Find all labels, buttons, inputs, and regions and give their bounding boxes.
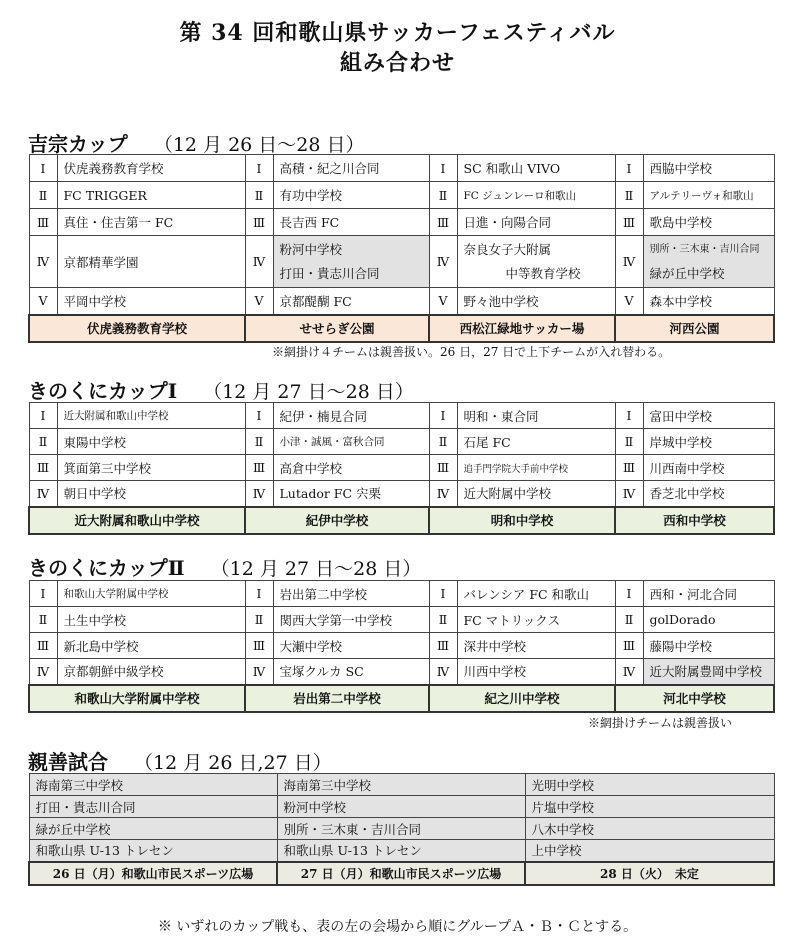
section-name: 吉宗カップ [28, 132, 128, 156]
footer-note: ※ いずれのカップ戦も、表の左の会場から順にグループＡ・Ｂ・Ｃとする。 [157, 919, 638, 935]
table-row: Ⅳ 京都精華学園 Ⅳ 粉河中学校 打田・貴志川合同 Ⅳ 奈良女子大附属 中等教育学校 Ⅳ 別所・三木東・吉川合同 緑が丘中学校 [29, 236, 774, 288]
venue-row: 26 日（月）和歌山市民スポーツ広場 27 日（月）和歌山市民スポーツ広場 28 日（火） 未定 [29, 862, 774, 885]
shaded-team-cell: 近大附属豊岡中学校 [643, 659, 774, 685]
table-row: Ⅰ 伏虎義務教育学校 Ⅰ 高積・紀之川合同 Ⅰ SC 和歌山 VIVO Ⅰ 西脇中学校 [29, 155, 774, 182]
kinokuni2-table [28, 580, 775, 713]
friendly-table [28, 773, 775, 886]
venue-row: 近大附属和歌山中学校 紀伊中学校 明和中学校 西和中学校 [29, 507, 774, 534]
section-kinokuni2-title [28, 552, 421, 581]
page-subtitle: 組み合わせ [339, 50, 455, 76]
shaded-team-cell: 別所・三木東・吉川合同 緑が丘中学校 [643, 236, 774, 288]
yoshimune-note: ※網掛け４チームは親善扱い。26 日，27 日で上下チームが入れ替わる。 [272, 345, 671, 359]
venue-row: 和歌山大学附属中学校 岩出第二中学校 紀之川中学校 河北中学校 [29, 685, 774, 712]
section-friendly-title [28, 746, 332, 775]
table-row: Ⅲ 新北島中学校 Ⅲ 大瀬中学校 Ⅲ 深井中学校 Ⅲ 藤陽中学校 [29, 633, 774, 659]
table-row: Ⅱ FC TRIGGER Ⅱ 有功中学校 Ⅱ FC ジュンレーロ和歌山 Ⅱ アルテリーヴォ和歌山 [29, 182, 774, 209]
section-dates: （12 月 26 日,27 日） [134, 752, 332, 774]
kinokuni2-note: ※網掛けチームは親善扱い [588, 716, 733, 730]
table-row: Ⅰ 和歌山大学附属中学校 Ⅰ 岩出第二中学校 Ⅰ バレンシア FC 和歌山 Ⅰ 西和・河北合同 [29, 581, 774, 607]
yoshimune-table [28, 154, 775, 343]
table-row: Ⅲ 真住・住吉第一 FC Ⅲ 長吉西 FC Ⅲ 日進・向陽合同 Ⅲ 歌島中学校 [29, 209, 774, 236]
shaded-team-cell: 粉河中学校 打田・貴志川合同 [273, 236, 429, 288]
page-title: 第 34 回和歌山県サッカーフェスティバル [179, 20, 616, 46]
table-row: Ⅱ 東陽中学校 Ⅱ 小津・誠風・富秋合同 Ⅱ 石尾 FC Ⅱ 岸城中学校 [29, 429, 774, 455]
table-row: Ⅲ 箕面第三中学校 Ⅲ 高倉中学校 Ⅲ 追手門学院大手前中学校 Ⅲ 川西南中学校 [29, 455, 774, 481]
table-row: 和歌山県 U-13 トレセン 和歌山県 U-13 トレセン 上中学校 [29, 840, 774, 862]
table-row: Ⅳ 京都朝鮮中級学校 Ⅳ 宝塚クルカ SC Ⅳ 川西中学校 Ⅳ 近大附属豊岡中学校 [29, 659, 774, 685]
table-row: 緑が丘中学校 別所・三木東・吉川合同 八木中学校 [29, 818, 774, 840]
section-name: きのくにカップⅠ [28, 379, 178, 403]
kinokuni1-table [28, 402, 775, 535]
table-row: Ⅰ 近大附属和歌山中学校 Ⅰ 紀伊・楠見合同 Ⅰ 明和・東合同 Ⅰ 富田中学校 [29, 403, 774, 429]
section-dates: （12 月 26 日～28 日） [153, 134, 365, 156]
table-row: Ⅳ 朝日中学校 Ⅳ Lutador FC 宍栗 Ⅳ 近大附属中学校 Ⅳ 香芝北中学校 [29, 481, 774, 507]
table-row: 打田・貴志川合同 粉河中学校 片塩中学校 [29, 796, 774, 818]
table-row: Ⅴ 平岡中学校 Ⅴ 京都醍醐 FC Ⅴ 野々池中学校 Ⅴ 森本中学校 [29, 288, 774, 315]
section-dates: （12 月 27 日～28 日） [210, 558, 422, 580]
table-row: Ⅱ 土生中学校 Ⅱ 関西大学第一中学校 Ⅱ FC マトリックス Ⅱ golDorado [29, 607, 774, 633]
section-name: 親善試合 [28, 750, 108, 774]
venue-row: 伏虎義務教育学校 せせらぎ公園 西松江緑地サッカー場 河西公園 [29, 315, 774, 342]
section-dates: （12 月 27 日～28 日） [203, 381, 414, 403]
section-yoshimune-title [28, 128, 365, 157]
table-row: 海南第三中学校 海南第三中学校 光明中学校 [29, 774, 774, 796]
section-name: きのくにカップⅡ [28, 556, 185, 580]
section-kinokuni1-title [28, 375, 414, 404]
